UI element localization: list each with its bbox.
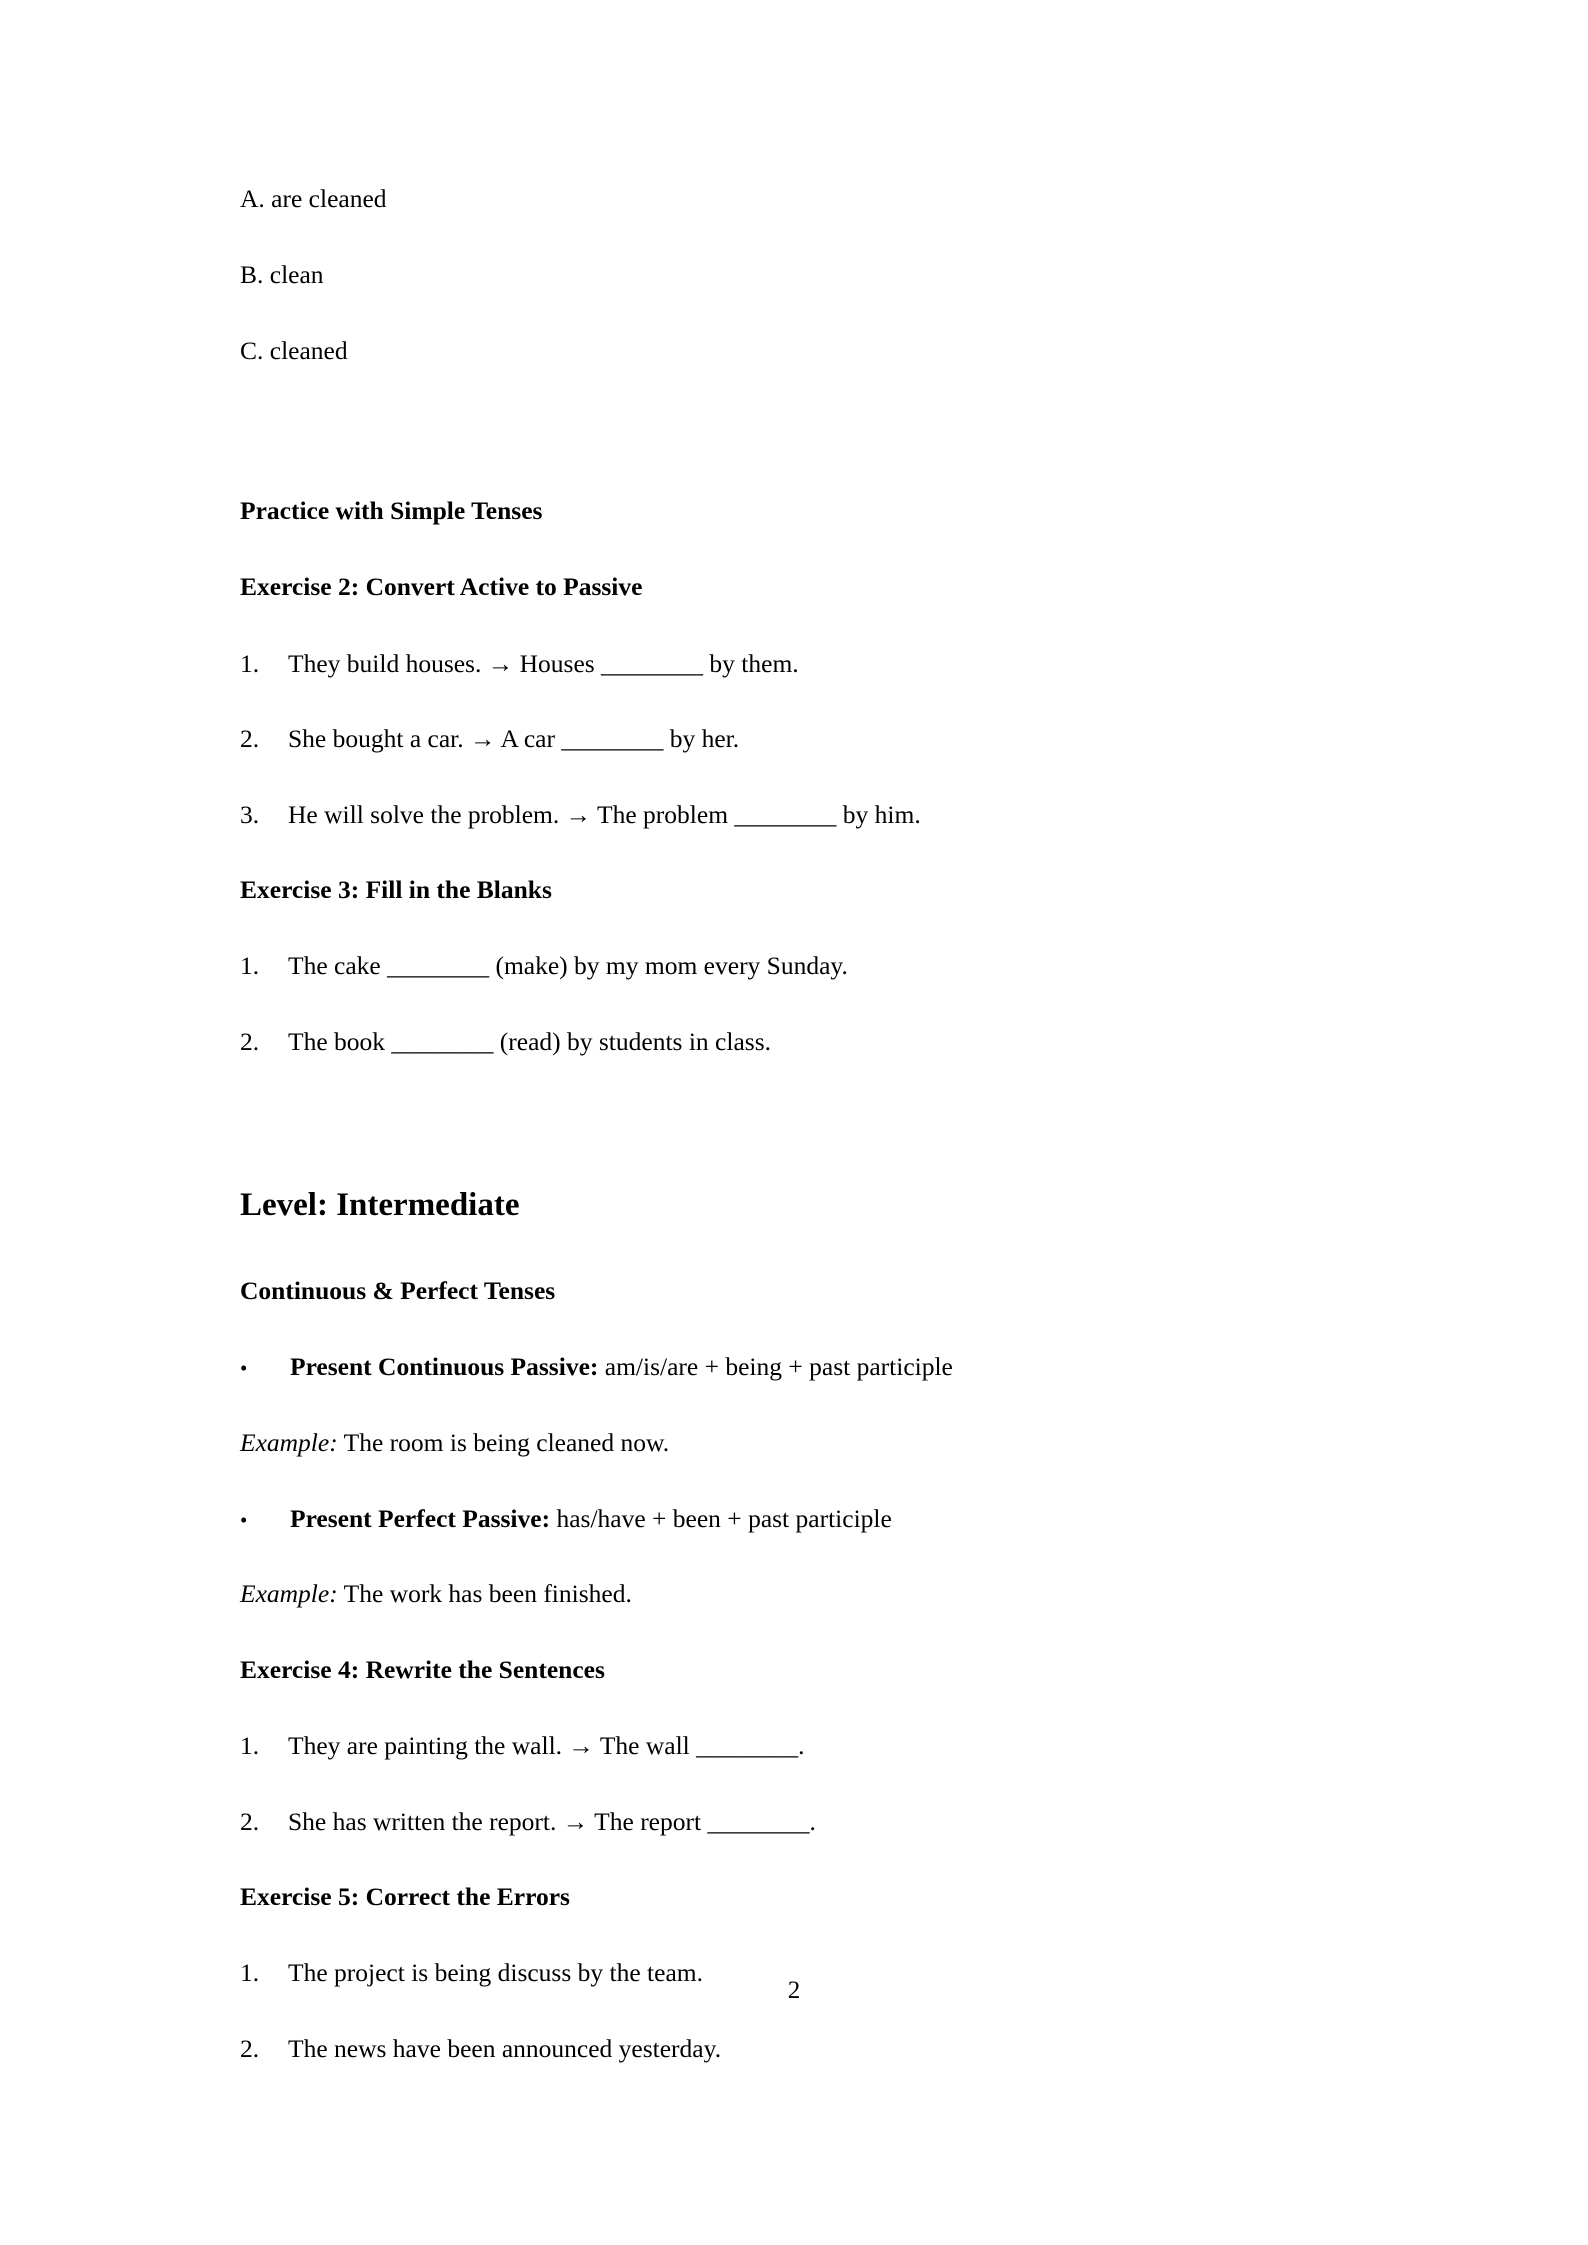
- bullet-content: [290, 1351, 1350, 1382]
- example-label: Example:: [240, 1428, 338, 1458]
- list-number: 1.: [240, 951, 260, 981]
- option-c: C. cleaned: [240, 336, 348, 366]
- list-number: 1.: [240, 1730, 260, 1760]
- list-text: She bought a car. → A car ________ by her.: [288, 724, 740, 754]
- bullet-definition: am/is/are + being + past participle: [598, 1352, 953, 1382]
- list-text: The book ________ (read) by students in class.: [288, 1027, 771, 1057]
- list-text: The cake ________ (make) by my mom every Sunday.: [288, 951, 848, 981]
- example-present-continuous-passive: [240, 1427, 1350, 1458]
- example-text: The work has been finished.: [337, 1579, 632, 1609]
- bullet-present-perfect-passive: [240, 1503, 1350, 1534]
- bullet-definition: has/have + been + past participle: [550, 1503, 892, 1533]
- bullet-label: Present Perfect Passive:: [290, 1503, 551, 1533]
- bullet-present-continuous-passive: [240, 1351, 1350, 1382]
- heading-continuous-perfect-tenses: Continuous & Perfect Tenses: [240, 1276, 556, 1306]
- example-text: The room is being cleaned now.: [337, 1428, 670, 1458]
- list-number: 1.: [240, 1958, 260, 1988]
- exercise4-item-2: [240, 1806, 1350, 1837]
- heading-exercise-5: Exercise 5: Correct the Errors: [240, 1882, 570, 1912]
- page-number: 2: [787, 1977, 801, 2004]
- list-number: 2.: [240, 1806, 260, 1836]
- exercise3-item-1: [240, 950, 1350, 981]
- section-spacer: [240, 1102, 1350, 1186]
- exercise2-item-1: [240, 648, 1350, 679]
- heading-exercise-4: Exercise 4: Rewrite the Sentences: [240, 1654, 605, 1684]
- bullet-icon: •: [240, 1507, 248, 1532]
- list-text: They build houses. → Houses ________ by them.: [288, 648, 799, 678]
- heading-practice-simple-tenses: Practice with Simple Tenses: [240, 496, 543, 526]
- list-number: 1.: [240, 648, 260, 678]
- list-number: 2.: [240, 1027, 260, 1057]
- exercise3-item-2: [240, 1026, 1350, 1057]
- heading-level-intermediate: Level: Intermediate: [240, 1186, 520, 1223]
- list-text: They are painting the wall. → The wall ________.: [288, 1730, 805, 1760]
- exercise5-item-2: [240, 2033, 1350, 2064]
- exercise2-item-2: [240, 723, 1350, 754]
- option-b: B. clean: [240, 260, 324, 290]
- bullet-content: [290, 1503, 1350, 1534]
- exercise2-item-3: [240, 799, 1350, 830]
- list-number: 2.: [240, 2033, 260, 2063]
- exercise4-item-1: [240, 1730, 1350, 1761]
- bullet-icon: •: [240, 1356, 248, 1381]
- heading-exercise-2: Exercise 2: Convert Active to Passive: [240, 572, 643, 602]
- example-label: Example:: [240, 1579, 338, 1609]
- list-text: The project is being discuss by the team.: [288, 1958, 703, 1988]
- list-number: 3.: [240, 799, 260, 829]
- list-text: The news have been announced yesterday.: [288, 2033, 722, 2063]
- list-text: She has written the report. → The report ________.: [288, 1806, 816, 1836]
- bullet-label: Present Continuous Passive:: [290, 1352, 599, 1382]
- option-a: A. are cleaned: [240, 184, 387, 213]
- list-text: He will solve the problem. → The problem ________ by him.: [288, 799, 921, 829]
- section-spacer: [240, 411, 1350, 495]
- page-content: [240, 183, 1350, 2109]
- heading-exercise-3: Exercise 3: Fill in the Blanks: [240, 875, 552, 905]
- example-present-perfect-passive: [240, 1578, 1350, 1609]
- list-number: 2.: [240, 724, 260, 754]
